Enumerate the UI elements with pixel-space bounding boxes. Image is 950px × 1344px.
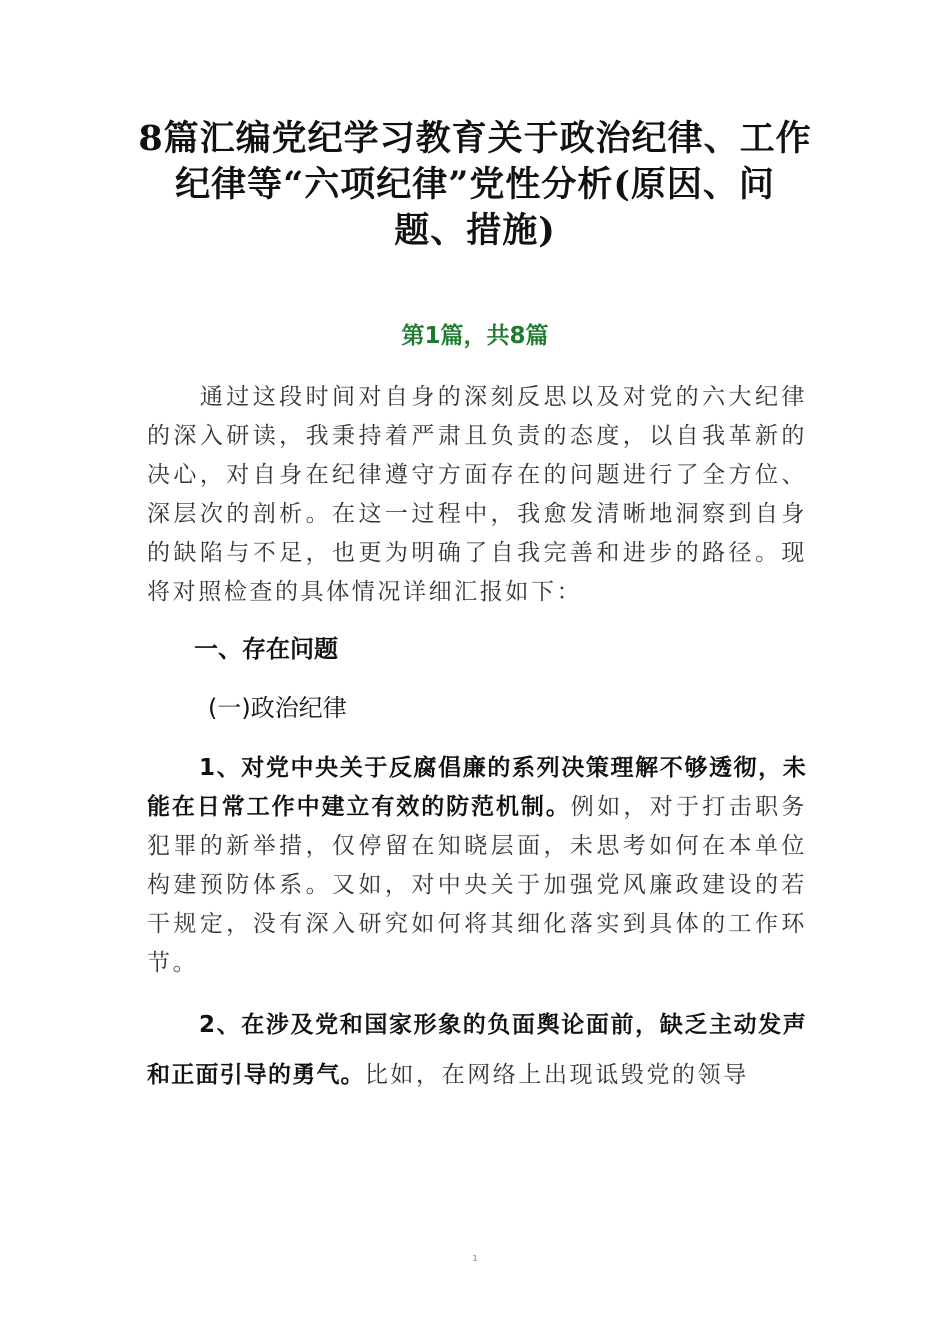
problem-body: 例如，对于打击职务犯罪的新举措，仅停留在知晓层面，未思考如何在本单位构建预防体系。又如，对中央关于加强党风廉政建设的若干规定，没有深入研究如何将其细化落实到具体的工作环节。 [147, 794, 808, 976]
problem-lead: 2、在涉及党和国家形象的负面舆论面前，缺乏主动发声和正面引导的勇气。 [147, 1012, 807, 1088]
page-number: 1 [472, 1254, 478, 1263]
problem-item-2 [147, 1000, 807, 1100]
document-title [120, 116, 830, 254]
title-line: 纪律等“六项纪律”党性分析(原因、问 [175, 164, 775, 205]
problem-item-1 [147, 749, 807, 983]
intro-paragraph [147, 378, 807, 612]
intro-text: 通过这段时间对自身的深刻反思以及对党的六大纪律的深入研读，我秉持着严肃且负责的态度，以自我革新的决心，对自身在纪律遵守方面存在的问题进行了全方位、深层次的剖析。在这一过程中，我愈发清晰地洞察到自身的缺陷与不足，也更为明确了自我完善和进步的路径。现将对照检查的具体情况详细汇报如下： [147, 384, 807, 605]
article-counter: 第1篇，共8篇 [401, 323, 549, 349]
problem-lead: 1、对党中央关于反腐倡廉的系列决策理解不够透彻，未能在日常工作中建立有效的防范机制。 [147, 755, 807, 820]
subsection-heading: (一)政治纪律 [208, 694, 347, 722]
title-line: 8篇汇编党纪学习教育关于政治纪律、工作 [138, 118, 812, 159]
section-heading: 一、存在问题 [194, 635, 338, 663]
problem-body: 比如，在网络上出现诋毁党的领导 [364, 1062, 749, 1088]
title-line: 题、措施) [394, 210, 556, 251]
